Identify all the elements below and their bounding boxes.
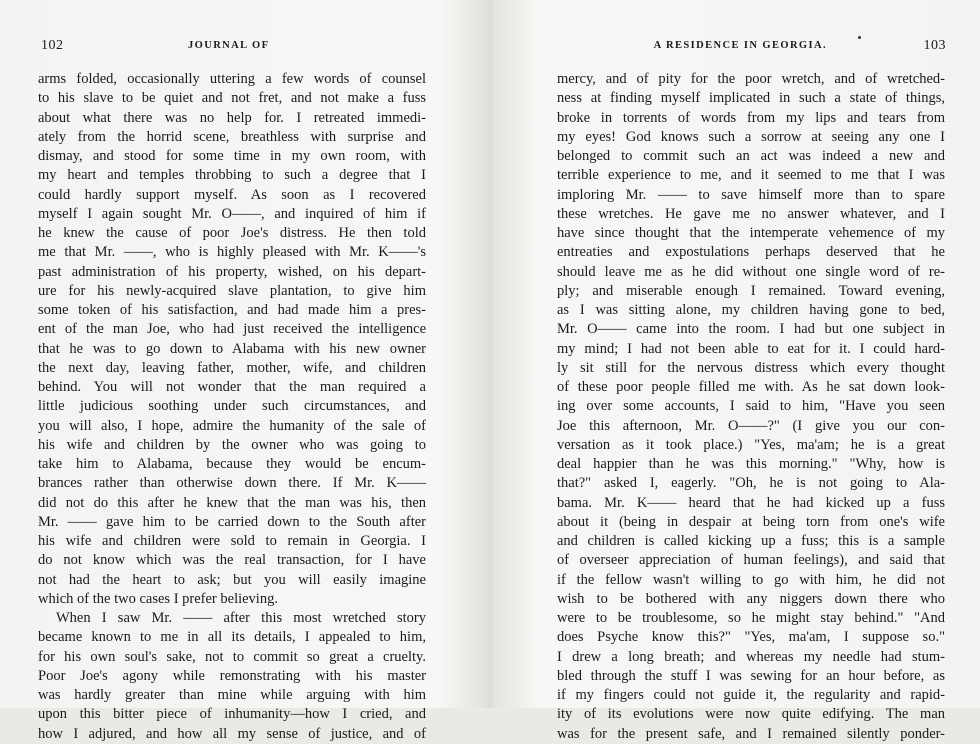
- text-line: mercy, and of pity for the poor wretch, and of wretched-: [557, 71, 945, 87]
- left-page-text: [38, 70, 426, 744]
- text-line: Poor Joe's agony while remonstrating with his master: [38, 667, 426, 684]
- left-page: [38, 0, 426, 742]
- text-line: terrible experience to me, and it seemed to me that I was: [557, 167, 945, 184]
- right-running-title: A RESIDENCE IN GEORGIA.: [653, 40, 827, 51]
- text-line: does Psyche know this?" "Yes, ma'am, I suppose so.": [557, 629, 945, 646]
- text-line: broke in torrents of words from my lips and tears from: [557, 109, 945, 126]
- text-line: belonged to commit such an act was indeed a new and: [557, 148, 945, 164]
- text-line: Mr. —— gave him to be carried down to the South after: [38, 513, 426, 530]
- text-line: When I saw Mr. —— after this most wretched story: [56, 610, 426, 626]
- right-page-number: 103: [923, 38, 946, 53]
- text-line: ately from the horrid scene, breathless with surprise and: [38, 128, 426, 145]
- text-line: did not do this after he knew that the man was his, then: [38, 494, 426, 511]
- text-line: were to be troublesome, so he might stay behind." "And: [557, 610, 945, 626]
- text-line: was hardly greater than mine while arguing with him: [38, 687, 426, 703]
- text-line: if my fingers could not guide it, the regularity and rapid-: [557, 687, 945, 703]
- text-line: my heart and temples throbbing to such a degree that I: [38, 167, 426, 184]
- text-line: not had the heart to ask; but you will easily imagine: [38, 571, 426, 588]
- text-line: ply; and miserable enough I remained. Toward evening,: [557, 282, 945, 299]
- text-line: that he was to go down to Alabama with his new owner: [38, 340, 426, 357]
- text-line: dismay, and stood for some time in my own room, with: [38, 148, 426, 164]
- text-line: ity of its evolutions were now quite edifying. The man: [557, 706, 945, 723]
- left-running-title: JOURNAL OF: [188, 40, 270, 51]
- text-line: the next day, leaving father, mother, wife, and children: [38, 359, 426, 376]
- text-line: ness at finding myself implicated in such a state of things,: [557, 90, 945, 107]
- text-line: should leave me as he did without one single word of re-: [557, 263, 945, 280]
- text-line: that?" asked I, eagerly. "Oh, he is not going to Ala-: [557, 475, 945, 492]
- text-line: my eyes! God knows such a sorrow at seeing any one I: [557, 128, 945, 145]
- text-line: behind. You will not wonder that the man required a: [38, 379, 426, 395]
- text-line: as I was sitting alone, my children having gone to bed,: [557, 302, 945, 318]
- text-line: ing over some accounts, I said to him, "Have you seen: [557, 398, 945, 415]
- text-line: his wife and children were sold to remain in Georgia. I: [38, 533, 426, 549]
- text-line: to his slave to be quiet and not fret, and not make a fuss: [38, 90, 426, 107]
- right-page: [557, 0, 946, 742]
- text-line: was for the present safe, and I remained silently ponder-: [557, 725, 945, 742]
- right-page-text: [557, 70, 945, 744]
- text-line: for his own soul's sake, not to commit so great a cruelty.: [38, 648, 426, 665]
- text-line: bama. Mr. K—— heard that he had kicked up a fuss: [557, 494, 945, 511]
- text-line: and children is called kicking up a fuss; this is a sample: [557, 533, 945, 549]
- text-line: which of the two cases I prefer believing.: [38, 590, 278, 607]
- text-line: became known to me in all its details, I appealed to him,: [38, 629, 426, 646]
- text-line: how I adjured, and how all my sense of justice, and of: [38, 725, 426, 742]
- text-line: entreaties and expostulations perhaps deserved that he: [557, 244, 945, 261]
- text-line: bled through the stuff I was sewing for an hour before, as: [557, 667, 945, 684]
- text-line: of overseer appreciation of human feelings), and said that: [557, 552, 945, 569]
- right-running-head: [557, 38, 945, 58]
- text-line: Mr. O—— came into the room. I had but one subject in: [557, 321, 945, 338]
- left-running-head: [38, 38, 426, 58]
- text-line: if the fellow wasn't willing to go with him, he did not: [557, 571, 945, 588]
- text-line: he knew the cause of poor Joe's distress. He then told: [38, 225, 426, 241]
- text-line: have since thought that the intemperate vehemence of my: [557, 225, 945, 241]
- text-line: wish to be bothered with any niggers down there who: [557, 590, 945, 607]
- text-line: take him to Alabama, because they would be encum-: [38, 456, 426, 472]
- text-line: about it (being in despair at being torn from one's wife: [557, 513, 945, 530]
- text-line: these wretches. He gave me no answer whatever, and I: [557, 205, 945, 222]
- text-line: could hardly support myself. As soon as I recovered: [38, 186, 426, 203]
- text-line: deal happier than he was this morning." "Why, how is: [557, 456, 945, 472]
- text-line: some token of his satisfaction, and had made him a pres-: [38, 302, 426, 318]
- text-line: arms folded, occasionally uttering a few words of counsel: [38, 71, 426, 87]
- text-line: do not know which was the real transaction, for I have: [38, 552, 426, 569]
- text-line: ent of the man Joe, who had just received the intelligence: [38, 321, 426, 338]
- text-line: versation as it took place.) "Yes, ma'am; he is a great: [557, 436, 945, 453]
- text-line: imploring Mr. —— to save himself more than to spare: [557, 186, 945, 203]
- text-line: ure for his newly-acquired slave plantation, to give him: [38, 282, 426, 299]
- text-line: ly sit still for the nervous distress which every thought: [557, 359, 945, 376]
- text-line: you will also, I hope, admire the humanity of the sale of: [38, 417, 426, 434]
- text-line: about what there was no help for. I retreated immedi-: [38, 109, 426, 126]
- text-line: of these poor people filled me with. As he sat down look-: [557, 379, 945, 395]
- text-line: Joe this afternoon, Mr. O——?" (I give you our con-: [557, 417, 945, 434]
- text-line: myself I again sought Mr. O——, and inquired of him if: [38, 205, 426, 222]
- text-line: past administration of his property, wished, on his depart-: [38, 263, 426, 280]
- text-line: his wife and children by the owner who was going to: [38, 436, 426, 453]
- print-speck: [858, 36, 861, 39]
- text-line: little judicious soothing under such circumstances, and: [38, 398, 426, 415]
- text-line: I drew a long breath; and whereas my needle had stum-: [557, 648, 945, 665]
- left-page-number: 102: [41, 38, 64, 53]
- text-line: brances rather than otherwise down there. If Mr. K——: [38, 475, 426, 492]
- text-line: upon this bitter piece of inhumanity—how I cried, and: [38, 706, 426, 723]
- text-line: me that Mr. ——, who is highly pleased with Mr. K——'s: [38, 244, 426, 261]
- text-line: my mind; I had not been able to eat for it. I could hard-: [557, 340, 945, 357]
